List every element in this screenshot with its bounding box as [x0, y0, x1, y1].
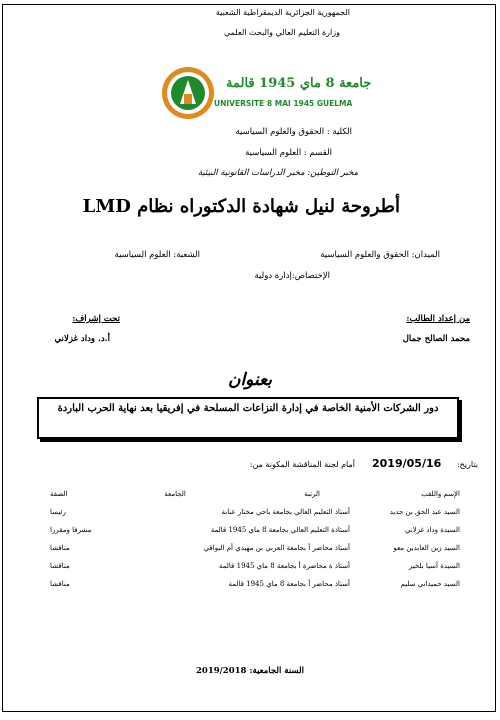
republic-name: الجمهورية الجزائرية الديمقراطية الشعبية: [215, 8, 350, 17]
jury-row: [40, 539, 460, 557]
university-name-ar: جامعة 8 ماي 1945 قالمة: [226, 76, 372, 91]
thesis-title: دور الشركات الأمنية الخاصة في إدارة النزاعات المسلحة في إفريقيا بعد نهاية الحرب الباردة: [57, 403, 439, 414]
jury-row: [40, 521, 460, 539]
department-line: القسم : العلوم السياسية: [245, 148, 332, 158]
jury-member-name: السيد حميداني سليم: [400, 580, 460, 588]
jury-member-role: مناقشا: [50, 544, 70, 552]
lab-line: مخبر التوطين: مخبر الدراسات القانونية البيئية: [197, 168, 358, 178]
jury-header-row: [40, 485, 460, 503]
thesis-type-title: أطروحة لنيل شهادة الدكتوراه نظام LMD: [82, 196, 400, 217]
jury-member-rank: أستاذ التعليم العالي بجامعة باجي مختار عنابة: [221, 508, 350, 516]
domain-field: الميدان: الحقوق والعلوم السياسية: [320, 250, 440, 260]
faculty-line: الكلية : الحقوق والعلوم السياسية: [235, 127, 352, 137]
student-label: من إعداد الطالب:: [406, 314, 470, 324]
jury-row: [40, 503, 460, 521]
header-rank: الرتبة: [304, 490, 320, 498]
ministry-name: وزارة التعليم العالي والبحث العلمي: [224, 28, 340, 37]
jury-member-rank: أستاذ محاضر أ بجامعة العربي بن مهيدي أم البواقي: [203, 544, 350, 552]
header-role: الصفة: [50, 490, 68, 498]
jury-member-name: السيد زين العابدين معو: [393, 544, 460, 552]
date-label: بتاريخ:: [456, 460, 478, 469]
university-name-fr: UNIVERSITE 8 MAI 1945 GUELMA: [214, 99, 353, 108]
branch-field: الشعبة: العلوم السياسية: [114, 250, 200, 260]
university-emblem-icon: [158, 64, 218, 122]
jury-member-role: مناقشا: [50, 580, 70, 588]
jury-member-rank: أستاذة التعليم العالي بجامعة 8 ماي 1945 قالمة: [210, 526, 350, 534]
jury-member-role: مناقشا: [50, 562, 70, 570]
jury-row: [40, 575, 460, 593]
jury-member-name: السيدة وداد غزلاني: [404, 526, 460, 534]
committee-label: أمام لجنة المناقشة المكونة من:: [249, 460, 355, 469]
header-name: الإسم واللقب: [421, 490, 460, 498]
supervisor-name: أ.د. وداد غزلاني: [54, 334, 110, 344]
header-university: الجامعة: [164, 490, 186, 498]
student-name: محمد الصالح جمال: [402, 334, 470, 344]
title-heading: بعنوان: [227, 370, 273, 390]
defense-date: 2019/05/16: [372, 457, 442, 470]
jury-member-rank: أستاذ محاضر أ بجامعة 8 ماي 1945 قالمة: [228, 580, 350, 588]
jury-member-role: رئيسا: [50, 508, 66, 516]
jury-member-name: السيد عبد الحق بن جديد: [389, 508, 460, 516]
supervisor-label: تحت إشراف:: [72, 314, 120, 324]
specialty-field: الإختصاص:إدارة دولية: [254, 271, 330, 281]
jury-member-name: السيدة آسيا بلخير: [408, 562, 460, 570]
jury-table: [40, 485, 460, 593]
thesis-title-box: [37, 397, 459, 439]
jury-member-role: مشرفا ومقررا: [50, 526, 92, 534]
jury-member-rank: أستاذ ة محاضرة أ بجامعة 8 ماي 1945 قالمة: [218, 562, 350, 570]
university-logo: [158, 64, 328, 122]
jury-row: [40, 557, 460, 575]
academic-year: السنة الجامعية: 2019/2018: [196, 666, 304, 676]
